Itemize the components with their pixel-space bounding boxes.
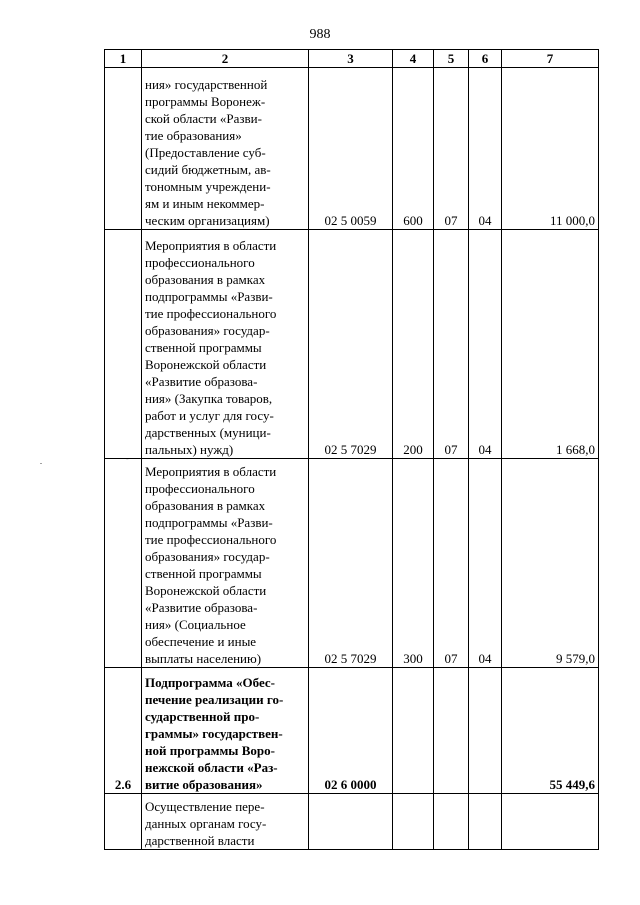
row-name-line: дарственной власти [145, 833, 255, 848]
row-name-line: тие профессионального [145, 306, 277, 321]
row-col6-cell: 04 [469, 68, 502, 230]
row-name-line: Воронежской области [145, 357, 267, 372]
row-name-line: ственной программы [145, 566, 262, 581]
row-name-line: образования» государ- [145, 549, 270, 564]
row-name-line: ной программы Воро- [145, 743, 275, 758]
row-name-line: ния» (Социальное [145, 617, 246, 632]
table-body [105, 68, 599, 850]
row-name-line: дарственных (муници- [145, 425, 271, 440]
row-name-line: тие образования» [145, 128, 242, 143]
row-name-line: обеспечение и иные [145, 634, 257, 649]
row-name-line: Воронежской области [145, 583, 267, 598]
row-name-line: ственной программы [145, 340, 262, 355]
row-sum-cell [502, 794, 599, 850]
page-number: 988 [309, 27, 331, 42]
header-row [105, 50, 599, 68]
row-col4-cell [393, 794, 434, 850]
header-cell-1: 1 [105, 50, 142, 68]
header-cell-5: 5 [434, 50, 469, 68]
row-name-line: профессионального [145, 255, 255, 270]
row-name-line: подпрограммы «Разви- [145, 515, 273, 530]
row-number-cell [105, 230, 142, 459]
row-sum-cell: 55 449,6 [502, 668, 599, 794]
row-col4-cell: 200 [393, 230, 434, 459]
row-name-line: нежской области «Раз- [145, 760, 278, 775]
row-name-line: ям и иным некоммер- [145, 196, 265, 211]
header-cell-2: 2 [142, 50, 309, 68]
row-name-line: тие профессионального [145, 532, 277, 547]
row-name-cell [142, 459, 309, 668]
row-col5-cell: 07 [434, 230, 469, 459]
row-name-cell [142, 668, 309, 794]
row-name-line: ния» (Закупка товаров, [145, 391, 273, 406]
row-number-cell [105, 459, 142, 668]
row-code-cell: 02 5 7029 [309, 459, 393, 668]
row-name-line: (Предоставление суб- [145, 145, 266, 160]
row-name-line: сидий бюджетным, ав- [145, 162, 271, 177]
row-number-cell [105, 794, 142, 850]
row-name-line: «Развитие образова- [145, 600, 258, 615]
row-name-line: ской области «Разви- [145, 111, 262, 126]
row-name-line: работ и услуг для госу- [145, 408, 274, 423]
table-row [105, 794, 599, 850]
row-code-cell: 02 5 7029 [309, 230, 393, 459]
row-col5-cell: 07 [434, 459, 469, 668]
stray-mark-cell: - [126, 454, 129, 463]
row-col5-cell [434, 668, 469, 794]
header-cell-4: 4 [393, 50, 434, 68]
row-col4-cell: 600 [393, 68, 434, 230]
row-name-line: сударственной про- [145, 709, 260, 724]
row-name-line: ния» государственной [145, 77, 268, 92]
row-code-cell: 02 6 0000 [309, 668, 393, 794]
row-name-line: пальных) нужд) [145, 442, 234, 457]
row-code-cell [309, 794, 393, 850]
row-col4-cell [393, 668, 434, 794]
row-number-cell [105, 68, 142, 230]
row-name-line: Осуществление пере- [145, 799, 265, 814]
header-cell-6: 6 [469, 50, 502, 68]
row-sum-cell: 9 579,0 [502, 459, 599, 668]
row-col4-cell: 300 [393, 459, 434, 668]
row-sum-cell: 11 000,0 [502, 68, 599, 230]
stray-mark-left: . [40, 457, 42, 466]
row-name-line: программы Воронеж- [145, 94, 266, 109]
row-name-line: образования в рамках [145, 272, 266, 287]
row-col6-cell [469, 668, 502, 794]
row-name-line: граммы» государствен- [145, 726, 283, 741]
row-name-cell [142, 230, 309, 459]
table-row [105, 68, 599, 230]
row-name-line: образования» государ- [145, 323, 270, 338]
row-name-line: профессионального [145, 481, 255, 496]
row-name-line: Мероприятия в области [145, 464, 277, 479]
row-name-line: данных органам госу- [145, 816, 267, 831]
row-name-line: печение реализации го- [145, 692, 284, 707]
row-col6-cell: 04 [469, 230, 502, 459]
row-number-cell: 2.6 [105, 668, 142, 794]
row-name-cell [142, 794, 309, 850]
row-code-cell: 02 5 0059 [309, 68, 393, 230]
row-name-line: витие образования» [145, 777, 263, 792]
row-name-line: Мероприятия в области [145, 238, 277, 253]
header-cell-3: 3 [309, 50, 393, 68]
row-col5-cell [434, 794, 469, 850]
row-col6-cell [469, 794, 502, 850]
row-name-line: выплаты населению) [145, 651, 262, 666]
row-name-line: Подпрограмма «Обес- [145, 675, 276, 690]
row-name-line: ческим организациям) [145, 213, 270, 228]
row-name-line: подпрограммы «Разви- [145, 289, 273, 304]
table-row [105, 668, 599, 794]
row-col5-cell: 07 [434, 68, 469, 230]
table-row [105, 230, 599, 459]
budget-table [104, 49, 599, 850]
row-col6-cell: 04 [469, 459, 502, 668]
row-sum-cell: 1 668,0 [502, 230, 599, 459]
row-name-line: образования в рамках [145, 498, 266, 513]
row-name-line: «Развитие образова- [145, 374, 258, 389]
header-cell-7: 7 [502, 50, 599, 68]
row-name-cell [142, 68, 309, 230]
row-name-line: тономным учреждени- [145, 179, 271, 194]
table-row [105, 459, 599, 668]
